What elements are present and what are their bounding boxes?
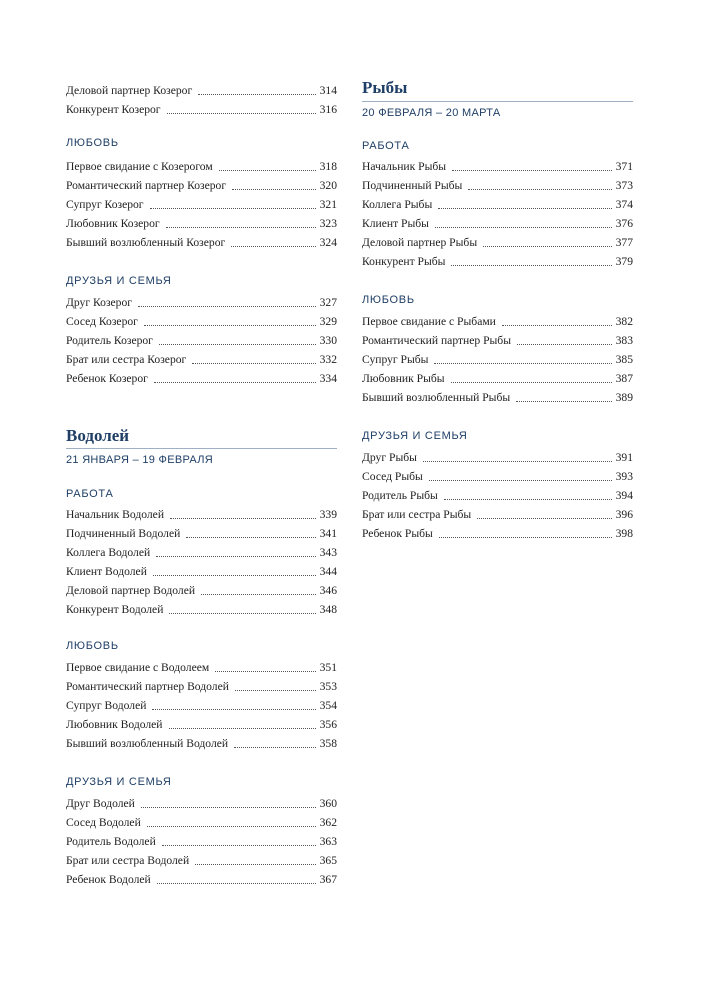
entry-page: 316 <box>319 103 337 116</box>
dot-leader <box>434 363 611 364</box>
sign-dates-pisces: 20 ФЕВРАЛЯ – 20 МАРТА <box>362 107 501 119</box>
dot-leader <box>198 94 315 95</box>
category-heading-love: ЛЮБОВЬ <box>362 294 415 306</box>
category-heading-family: ДРУЗЬЯ И СЕМЬЯ <box>66 275 172 287</box>
toc-entry[interactable] <box>66 678 337 694</box>
toc-entry[interactable] <box>66 852 337 868</box>
entry-page: 363 <box>319 835 337 848</box>
entry-label: Любовник Рыбы <box>362 372 445 385</box>
dot-leader <box>451 382 612 383</box>
dot-leader <box>451 265 611 266</box>
toc-entry[interactable] <box>66 370 337 386</box>
toc-entry[interactable] <box>66 716 337 732</box>
toc-entry[interactable] <box>362 332 633 348</box>
entry-label: Супруг Водолей <box>66 699 147 712</box>
dot-leader <box>144 325 316 326</box>
dot-leader <box>141 807 316 808</box>
toc-entry[interactable] <box>362 351 633 367</box>
dot-leader <box>483 246 612 247</box>
dot-leader <box>169 728 316 729</box>
entry-page: 358 <box>319 737 337 750</box>
entry-label: Начальник Водолей <box>66 508 165 521</box>
category-heading-love: ЛЮБОВЬ <box>66 640 119 652</box>
entry-page: 334 <box>319 372 337 385</box>
entry-label: Брат или сестра Козерог <box>66 353 187 366</box>
toc-entry[interactable] <box>362 370 633 386</box>
toc-entry[interactable] <box>66 563 337 579</box>
entry-label: Брат или сестра Водолей <box>66 854 190 867</box>
category-heading-family: ДРУЗЬЯ И СЕМЬЯ <box>66 776 172 788</box>
entry-page: 396 <box>615 508 633 521</box>
entry-page: 377 <box>615 236 633 249</box>
toc-entry[interactable] <box>66 82 337 98</box>
toc-entry[interactable] <box>362 313 633 329</box>
entry-page: 320 <box>319 179 337 192</box>
entry-page: 360 <box>319 797 337 810</box>
entry-label: Сосед Козерог <box>66 315 138 328</box>
entry-label: Коллега Рыбы <box>362 198 433 211</box>
entry-label: Клиент Водолей <box>66 565 147 578</box>
dot-leader <box>468 189 611 190</box>
dot-leader <box>231 246 315 247</box>
entry-label: Начальник Рыбы <box>362 160 447 173</box>
entry-label: Сосед Водолей <box>66 816 141 829</box>
dot-leader <box>435 227 612 228</box>
toc-entry[interactable] <box>66 697 337 713</box>
toc-entry[interactable] <box>362 234 633 250</box>
toc-entry[interactable] <box>66 294 337 310</box>
category-heading-work: РАБОТА <box>362 140 410 152</box>
entry-page: 371 <box>615 160 633 173</box>
entry-label: Подчиненный Водолей <box>66 527 181 540</box>
entry-page: 327 <box>319 296 337 309</box>
entry-page: 321 <box>319 198 337 211</box>
category-heading-family: ДРУЗЬЯ И СЕМЬЯ <box>362 430 468 442</box>
dot-leader <box>186 537 315 538</box>
toc-entry[interactable] <box>66 659 337 675</box>
toc-entry[interactable] <box>66 158 337 174</box>
dot-leader <box>215 671 315 672</box>
dot-leader <box>154 382 316 383</box>
entry-page: 374 <box>615 198 633 211</box>
toc-entry[interactable] <box>362 525 633 541</box>
divider <box>362 101 633 102</box>
entry-page: 343 <box>319 546 337 559</box>
entry-page: 353 <box>319 680 337 693</box>
entry-label: Ребенок Водолей <box>66 873 151 886</box>
dot-leader <box>138 306 316 307</box>
entry-label: Бывший возлюбленный Козерог <box>66 236 226 249</box>
toc-entry[interactable] <box>66 833 337 849</box>
entry-page: 332 <box>319 353 337 366</box>
toc-entry[interactable] <box>66 332 337 348</box>
sign-title-aquarius: Водолей <box>66 426 130 445</box>
entry-page: 314 <box>319 84 337 97</box>
entry-label: Конкурент Водолей <box>66 603 164 616</box>
dot-leader <box>477 518 611 519</box>
toc-entry[interactable] <box>66 814 337 830</box>
dot-leader <box>517 344 612 345</box>
dot-leader <box>167 113 316 114</box>
toc-entry[interactable] <box>66 582 337 598</box>
dot-leader <box>235 690 316 691</box>
toc-entry[interactable] <box>66 234 337 250</box>
dot-leader <box>423 461 612 462</box>
category-heading-love: ЛЮБОВЬ <box>66 137 119 149</box>
toc-entry[interactable] <box>66 351 337 367</box>
entry-label: Конкурент Козерог <box>66 103 161 116</box>
toc-entry[interactable] <box>66 735 337 751</box>
entry-page: 389 <box>615 391 633 404</box>
toc-entry[interactable] <box>66 177 337 193</box>
entry-label: Романтический партнер Водолей <box>66 680 229 693</box>
entry-page: 346 <box>319 584 337 597</box>
toc-entry[interactable] <box>362 506 633 522</box>
toc-entry[interactable] <box>66 196 337 212</box>
entry-page: 394 <box>615 489 633 502</box>
toc-entry[interactable] <box>66 101 337 117</box>
entry-label: Друг Рыбы <box>362 451 417 464</box>
toc-entry[interactable] <box>362 177 633 193</box>
entry-page: 367 <box>319 873 337 886</box>
toc-entry[interactable] <box>362 389 633 405</box>
entry-label: Подчиненный Рыбы <box>362 179 463 192</box>
entry-page: 379 <box>615 255 633 268</box>
entry-label: Деловой партнер Козерог <box>66 84 193 97</box>
toc-entry[interactable] <box>66 871 337 887</box>
entry-label: Родитель Рыбы <box>362 489 438 502</box>
dot-leader <box>162 845 316 846</box>
entry-label: Ребенок Рыбы <box>362 527 433 540</box>
toc-entry[interactable] <box>362 449 633 465</box>
toc-entry[interactable] <box>362 158 633 174</box>
dot-leader <box>147 826 316 827</box>
dot-leader <box>429 480 612 481</box>
entry-page: 356 <box>319 718 337 731</box>
entry-page: 351 <box>319 661 337 674</box>
dot-leader <box>153 575 316 576</box>
dot-leader <box>195 864 315 865</box>
category-heading-work: РАБОТА <box>66 488 114 500</box>
dot-leader <box>152 709 315 710</box>
entry-page: 318 <box>319 160 337 173</box>
entry-page: 398 <box>615 527 633 540</box>
dot-leader <box>156 556 315 557</box>
divider <box>66 448 337 449</box>
toc-entry[interactable] <box>66 795 337 811</box>
entry-label: Романтический партнер Рыбы <box>362 334 511 347</box>
toc-entry[interactable] <box>362 487 633 503</box>
entry-label: Деловой партнер Рыбы <box>362 236 478 249</box>
dot-leader <box>438 208 611 209</box>
toc-entry[interactable] <box>66 544 337 560</box>
toc-entry[interactable] <box>66 313 337 329</box>
entry-label: Клиент Рыбы <box>362 217 429 230</box>
entry-page: 387 <box>615 372 633 385</box>
entry-page: 330 <box>319 334 337 347</box>
entry-label: Романтический партнер Козерог <box>66 179 227 192</box>
toc-entry[interactable] <box>362 253 633 269</box>
entry-page: 385 <box>615 353 633 366</box>
entry-page: 344 <box>319 565 337 578</box>
entry-page: 393 <box>615 470 633 483</box>
dot-leader <box>157 883 316 884</box>
entry-label: Первое свидание с Козерогом <box>66 160 213 173</box>
entry-page: 354 <box>319 699 337 712</box>
dot-leader <box>170 518 316 519</box>
toc-entry[interactable] <box>66 506 337 522</box>
dot-leader <box>192 363 315 364</box>
dot-leader <box>452 170 612 171</box>
entry-page: 365 <box>319 854 337 867</box>
dot-leader <box>166 227 316 228</box>
entry-label: Бывший возлюбленный Рыбы <box>362 391 511 404</box>
dot-leader <box>232 189 316 190</box>
sign-title-pisces: Рыбы <box>362 78 408 97</box>
dot-leader <box>444 499 612 500</box>
entry-label: Конкурент Рыбы <box>362 255 446 268</box>
dot-leader <box>201 594 316 595</box>
entry-label: Любовник Водолей <box>66 718 163 731</box>
toc-entry[interactable] <box>66 525 337 541</box>
entry-page: 324 <box>319 236 337 249</box>
dot-leader <box>516 401 611 402</box>
entry-label: Брат или сестра Рыбы <box>362 508 472 521</box>
dot-leader <box>234 747 316 748</box>
entry-page: 323 <box>319 217 337 230</box>
toc-entry[interactable] <box>66 601 337 617</box>
entry-page: 339 <box>319 508 337 521</box>
dot-leader <box>439 537 612 538</box>
entry-label: Первое свидание с Водолеем <box>66 661 210 674</box>
toc-entry[interactable] <box>362 196 633 212</box>
entry-page: 376 <box>615 217 633 230</box>
dot-leader <box>150 208 316 209</box>
toc-entry[interactable] <box>66 215 337 231</box>
entry-label: Родитель Водолей <box>66 835 156 848</box>
entry-page: 362 <box>319 816 337 829</box>
toc-entry[interactable] <box>362 468 633 484</box>
entry-page: 329 <box>319 315 337 328</box>
toc-entry[interactable] <box>362 215 633 231</box>
entry-page: 391 <box>615 451 633 464</box>
sign-dates-aquarius: 21 ЯНВАРЯ – 19 ФЕВРАЛЯ <box>66 454 214 466</box>
entry-label: Друг Козерог <box>66 296 133 309</box>
entry-label: Сосед Рыбы <box>362 470 423 483</box>
entry-page: 373 <box>615 179 633 192</box>
entry-label: Бывший возлюбленный Водолей <box>66 737 229 750</box>
dot-leader <box>219 170 316 171</box>
dot-leader <box>159 344 316 345</box>
dot-leader <box>169 613 315 614</box>
entry-page: 383 <box>615 334 633 347</box>
entry-label: Коллега Водолей <box>66 546 151 559</box>
entry-label: Друг Водолей <box>66 797 135 810</box>
entry-label: Родитель Козерог <box>66 334 153 347</box>
entry-page: 348 <box>319 603 337 616</box>
entry-page: 341 <box>319 527 337 540</box>
entry-label: Первое свидание с Рыбами <box>362 315 496 328</box>
entry-label: Супруг Рыбы <box>362 353 429 366</box>
entry-label: Любовник Козерог <box>66 217 160 230</box>
entry-label: Супруг Козерог <box>66 198 144 211</box>
entry-page: 382 <box>615 315 633 328</box>
entry-label: Деловой партнер Водолей <box>66 584 196 597</box>
entry-label: Ребенок Козерог <box>66 372 148 385</box>
dot-leader <box>502 325 612 326</box>
